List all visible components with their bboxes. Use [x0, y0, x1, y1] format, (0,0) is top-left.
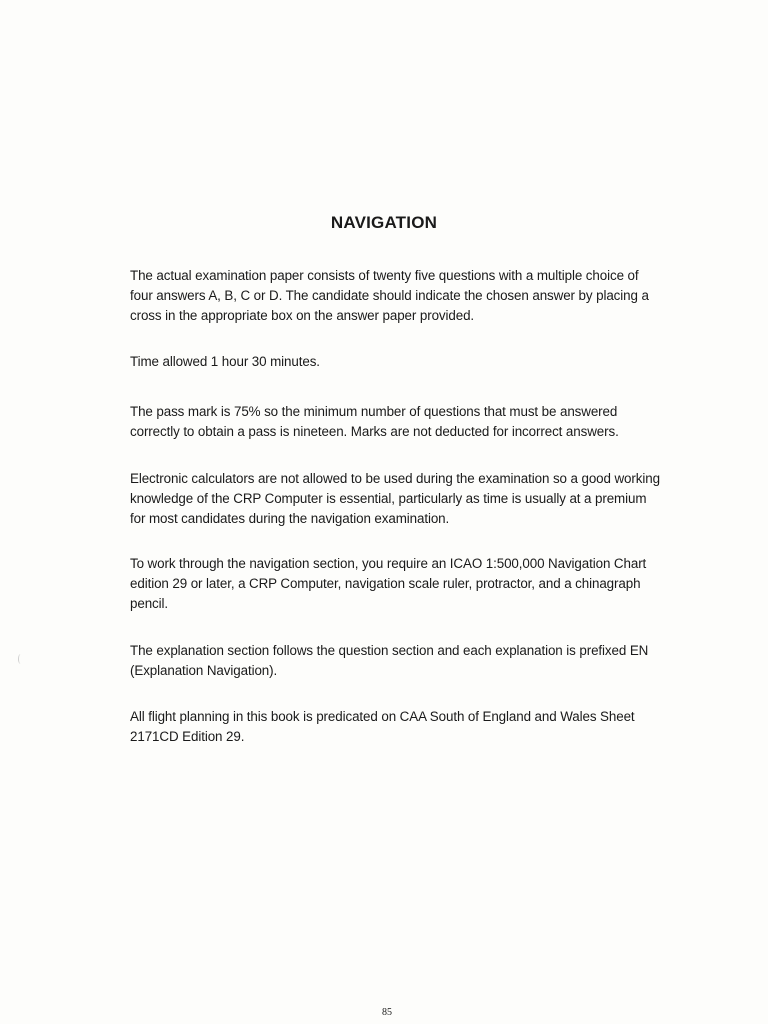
scan-mark — [18, 654, 23, 664]
paragraph-exam-format: The actual examination paper consists of twenty five questions with a multiple choice of four answers A, B, C or D. The candidate should indicate the chosen answer by placing a cross in the appropriate box on the answer paper provided. — [130, 268, 649, 323]
paragraph-requirements: To work through the navigation section, you require an ICAO 1:500,000 Navigation Chart edition 29 or later, a CRP Computer, navigation scale ruler, protractor, and a chinagraph pencil. — [130, 556, 647, 611]
paragraph-pass-mark: The pass mark is 75% so the minimum number of questions that must be answered correctly to obtain a pass is nineteen. Marks are not deducted for incorrect answers. — [130, 404, 619, 439]
paragraph-calculators: Electronic calculators are not allowed to be used during the examination so a good working knowledge of the CRP Computer is essential, particularly as time is usually at a premium for most candidates during the navigation examination. — [130, 471, 660, 526]
page-title: NAVIGATION — [330, 213, 438, 232]
paragraph-flight-planning: All flight planning in this book is predicated on CAA South of England and Wales Sheet 2171CD Edition 29. — [130, 709, 635, 744]
page-number: 85 — [382, 1007, 392, 1018]
paragraph-time-allowed: Time allowed 1 hour 30 minutes. — [130, 354, 320, 369]
paragraph-explanation-section: The explanation section follows the question section and each explanation is prefixed EN (Explanation Navigation). — [130, 643, 649, 678]
